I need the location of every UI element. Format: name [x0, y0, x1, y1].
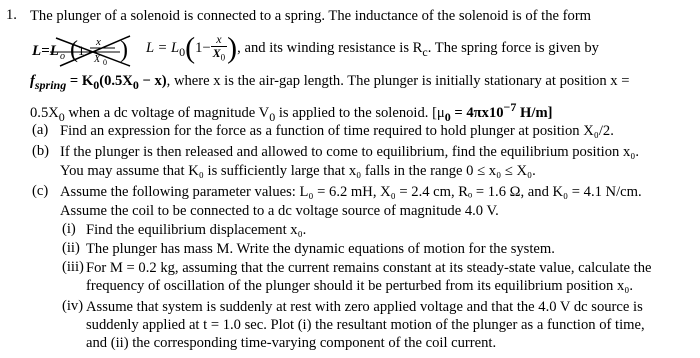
svg-text:x: x	[96, 36, 101, 48]
k0-sub: 0	[93, 77, 100, 92]
svg-text:1: 1	[78, 43, 85, 58]
f-spring-sub: spring	[34, 77, 67, 92]
subpart-iii-label: (iii)	[62, 259, 84, 275]
intro-text-1: The plunger of a solenoid is connected to a spring. The inductance of the solenoid is of the form	[30, 8, 592, 24]
part-c-label: (c)	[32, 183, 49, 199]
mu0-value: = 4πx10	[450, 104, 504, 121]
question-number: 1.	[6, 7, 17, 23]
part-b-label: (b)	[32, 143, 50, 159]
formula-fraction	[211, 33, 228, 64]
mu0-sub: 0	[444, 109, 451, 124]
subpart-iii-text-2: frequency of oscillation of the plunger should it be perturbed from its equilibrium position x₀.	[86, 278, 633, 294]
subpart-iv-text-1: Assume that system is suddenly at rest with zero applied voltage and that the 4.0 V dc source is	[86, 299, 643, 315]
x0-sub: 0	[132, 77, 139, 92]
svg-text:L=L: L=L	[32, 43, 59, 59]
spring-paren-end: − x)	[138, 73, 167, 89]
v0-sub: 0	[269, 109, 276, 124]
intro-text-4: when a dc voltage of magnitude V	[64, 104, 270, 121]
fraction-num-text: x	[216, 31, 222, 46]
intro-text-4-mid: is applied to the solenoid. [μ	[275, 104, 445, 121]
svg-text:(: (	[70, 37, 78, 63]
part-c-text: Assume the following parameter values: L₀ = 6.2 mH, X₀ = 2.4 cm, Rₒ = 1.6 Ω, and K₀ = 4.1 N/cm.	[60, 184, 642, 200]
f-spring: f	[30, 73, 35, 89]
part-a-text: Find an expression for the force as a function of time required to hold plunger at position X₀/2.	[60, 123, 614, 139]
part-b-text-2: You may assume that K₀ is sufficiently large that x₀ falls in the range 0 ≤ x₀ ≤ X₀.	[60, 163, 536, 179]
struck-formula-drawing	[30, 30, 140, 70]
formula-lhs: L = L	[146, 40, 180, 56]
subpart-ii-text: The plunger has mass M. Write the dynamic equations of motion for the system.	[86, 241, 555, 257]
mu0-unit: H/m]	[516, 104, 553, 121]
intro-text-2: , and its winding resistance is R	[237, 40, 423, 56]
rc-sub: c	[422, 44, 428, 59]
fraction-num	[211, 33, 228, 47]
svg-text:o: o	[60, 51, 65, 62]
intro-text-2-end: . The spring force is given by	[427, 40, 599, 56]
paren-close: )	[227, 31, 238, 65]
part-c-text-2: Assume the coil to be connected to a dc voltage source of magnitude 4.0 V.	[60, 203, 499, 219]
fraction-den	[211, 47, 228, 64]
intro-line-3	[30, 72, 629, 94]
part-a-label: (a)	[32, 122, 49, 138]
paren-open: (	[185, 31, 196, 65]
intro-text-3: , where x is the air-gap length. The plunger is initially stationary at position x =	[166, 73, 630, 89]
subpart-iv-text-2: suddenly applied at t = 1.0 sec. Plot (i) the resultant motion of the plunger as a function of time,	[86, 317, 645, 333]
inductance-formula	[146, 30, 599, 70]
subpart-iv-text-3: and (ii) the corresponding time-varying component of the coil current.	[86, 335, 497, 351]
subpart-iii-text-1: For M = 0.2 kg, assuming that the current remains constant at its steady-state value, calculate the	[86, 260, 652, 276]
svg-text:): )	[120, 37, 128, 63]
subpart-ii-label: (ii)	[62, 240, 80, 256]
spring-paren: (0.5X	[99, 73, 133, 89]
fraction-den-text: X	[212, 45, 221, 60]
subpart-i-text: Find the equilibrium displacement x₀.	[86, 222, 307, 238]
fraction-den-sub: 0	[220, 52, 226, 63]
k0-eq: = K	[66, 73, 94, 89]
formula-sub: 0	[179, 44, 186, 59]
formula-mid: 1−	[195, 40, 211, 56]
svg-text:X: X	[94, 54, 101, 65]
half-x0-sub: 0	[58, 109, 65, 124]
struck-formula	[30, 30, 140, 70]
subpart-i-label: (i)	[62, 221, 76, 237]
half-x0: 0.5X	[30, 104, 59, 121]
subpart-iv-label: (iv)	[62, 298, 84, 314]
svg-text:0: 0	[103, 58, 107, 67]
part-b-text: If the plunger is then released and allowed to come to equilibrium, find the equilibrium position x₀.	[60, 144, 639, 160]
mu0-exp: −7	[503, 100, 517, 114]
intro-line-1	[30, 7, 591, 25]
